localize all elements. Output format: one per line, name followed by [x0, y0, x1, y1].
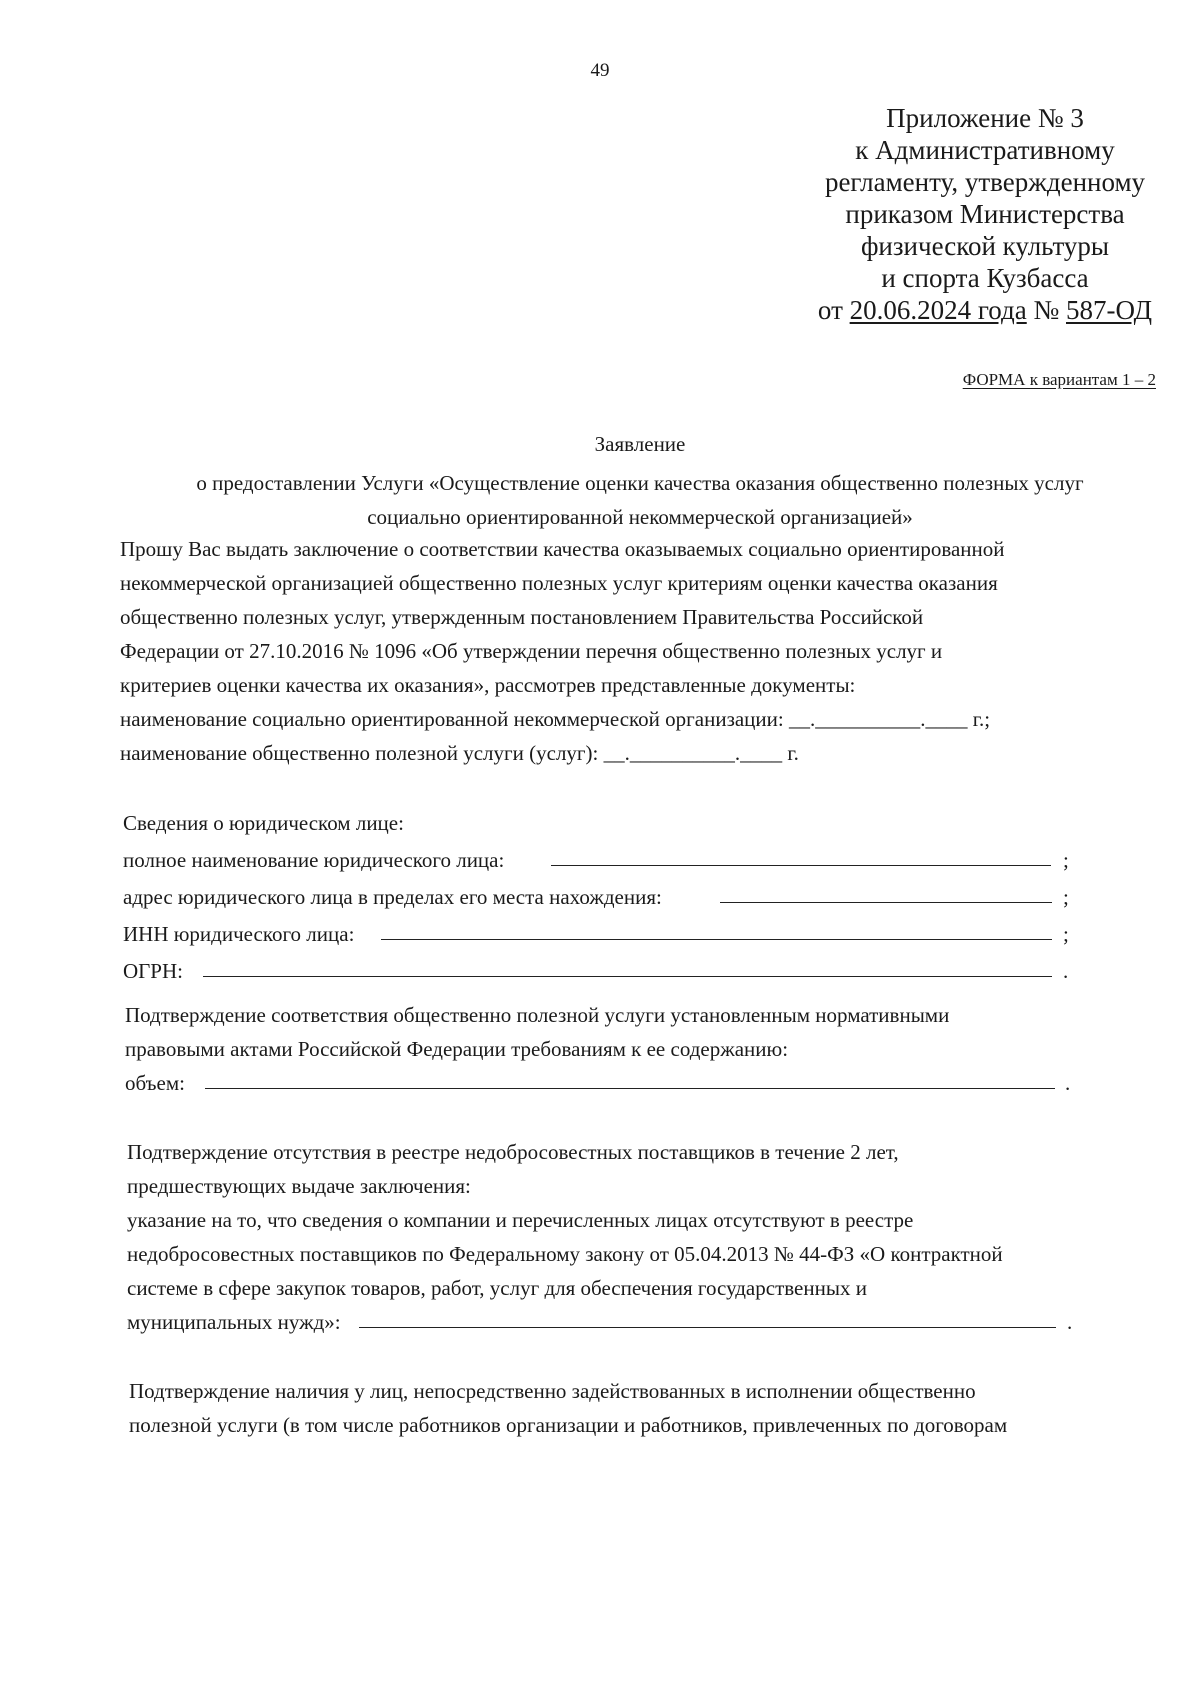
appendix-block — [770, 102, 1200, 326]
full-name-label: полное наименование юридического лица: — [123, 848, 505, 872]
appendix-order-line — [770, 294, 1200, 326]
personnel-section — [129, 1374, 1189, 1442]
address-field[interactable] — [720, 902, 1052, 903]
paragraph-line: полезной услуги (в том числе работников организации и работников, привлеченных по договорам — [129, 1413, 1008, 1437]
paragraph-line: критериев оценки качества их оказания», рассмотрев представленные документы: — [120, 673, 856, 697]
row-terminator: . — [1065, 1071, 1071, 1095]
municipal-needs-row — [127, 1305, 1187, 1342]
ogrn-field[interactable] — [203, 976, 1052, 977]
section-heading: Сведения о юридическом лице: — [123, 811, 404, 835]
order-date: 20.06.2024 года — [849, 295, 1027, 325]
subtitle-line: о предоставлении Услуги «Осуществление оценки качества оказания общественно полезных услуг — [196, 471, 1084, 495]
row-terminator: ; — [1063, 848, 1069, 872]
row-terminator: . — [1063, 959, 1069, 983]
ogrn-label: ОГРН: — [123, 959, 183, 983]
paragraph-line: Федерации от 27.10.2016 № 1096 «Об утверждении перечня общественно полезных услуг и — [120, 639, 943, 663]
row-terminator: . — [1067, 1310, 1073, 1334]
paragraph-line: недобросовестных поставщиков по Федеральному закону от 05.04.2013 № 44-ФЗ «О контрактной — [127, 1242, 1003, 1266]
appendix-line: физической культуры — [860, 231, 1110, 261]
document-title: Заявление — [594, 432, 686, 456]
paragraph-line: указание на то, что сведения о компании и перечисленных лицах отсутствуют в реестре — [127, 1208, 914, 1232]
page-number: 49 — [590, 60, 610, 81]
volume-label: объем: — [125, 1071, 185, 1095]
paragraph-line: предшествующих выдаче заключения: — [127, 1174, 471, 1198]
ogrn-row — [123, 954, 1183, 991]
paragraph-line: системе в сфере закупок товаров, работ, услуг для обеспечения государственных и — [127, 1276, 867, 1300]
volume-row — [125, 1066, 1185, 1103]
order-prefix: от — [817, 295, 850, 325]
paragraph-line: Подтверждение соответствия общественно полезной услуги установленным нормативными — [125, 1003, 950, 1027]
legal-entity-section — [123, 806, 1183, 991]
compliance-section — [125, 998, 1185, 1103]
appendix-line: регламенту, утвержденному — [824, 167, 1146, 197]
municipal-needs-label: муниципальных нужд»: — [127, 1310, 341, 1334]
volume-field[interactable] — [205, 1088, 1055, 1089]
form-variant-label: ФОРМА к вариантам 1 – 2 — [962, 370, 1156, 389]
row-terminator: ; — [1063, 885, 1069, 909]
appendix-line: и спорта Кузбасса — [881, 263, 1089, 293]
legal-heading-row — [123, 806, 1183, 843]
registry-field[interactable] — [359, 1327, 1056, 1328]
service-name-field[interactable]: наименование общественно полезной услуги (услуг): __.__________.____ г. — [120, 741, 799, 765]
inn-row — [123, 917, 1183, 954]
request-paragraph — [120, 532, 1180, 770]
appendix-line: приказом Министерства — [845, 199, 1125, 229]
full-name-row — [123, 843, 1183, 880]
organization-name-field[interactable]: наименование социально ориентированной некоммерческой организации: __.__________.____ г.; — [120, 707, 991, 731]
paragraph-line: правовыми актами Российской Федерации требованиям к ее содержанию: — [125, 1037, 789, 1061]
address-row — [123, 880, 1183, 917]
registry-section — [127, 1135, 1187, 1342]
inn-label: ИНН юридического лица: — [123, 922, 355, 946]
appendix-line: к Административному — [855, 135, 1115, 165]
paragraph-line: общественно полезных услуг, утвержденным постановлением Правительства Российской — [120, 605, 924, 629]
order-number-sign: № — [1026, 295, 1066, 325]
inn-field[interactable] — [381, 939, 1052, 940]
paragraph-line: некоммерческой организацией общественно полезных услуг критериям оценки качества оказания — [120, 571, 998, 595]
appendix-line: Приложение № 3 — [886, 103, 1084, 133]
address-label: адрес юридического лица в пределах его места нахождения: — [123, 885, 662, 909]
order-number: 587-ОД — [1066, 295, 1153, 325]
paragraph-line: Прошу Вас выдать заключение о соответствии качества оказываемых социально ориентированной — [120, 537, 1005, 561]
subtitle-line: социально ориентированной некоммерческой организацией» — [367, 505, 913, 529]
paragraph-line: Подтверждение отсутствия в реестре недобросовестных поставщиков в течение 2 лет, — [127, 1140, 899, 1164]
paragraph-line: Подтверждение наличия у лиц, непосредственно задействованных в исполнении общественно — [129, 1379, 976, 1403]
full-name-field[interactable] — [551, 865, 1051, 866]
row-terminator: ; — [1063, 922, 1069, 946]
document-subtitle — [80, 466, 1200, 534]
